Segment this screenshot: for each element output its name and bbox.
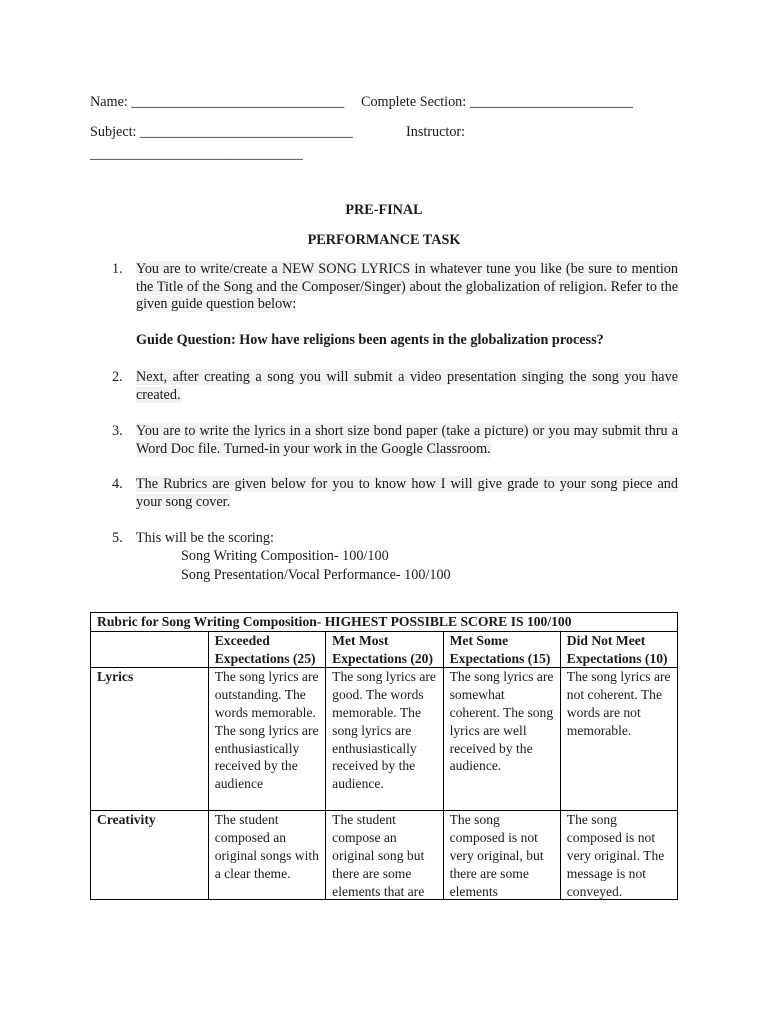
rubric-header-did-not-meet: Did Not Meet Expectations (10)	[560, 631, 677, 668]
rubric-cell: The student composed an original songs with a clear theme.	[208, 811, 325, 900]
rubric-cell: The song composed is not very original, but there are some elements	[443, 811, 560, 900]
task-item-number: 2.	[112, 369, 123, 385]
subject-field-label: Subject: ______________________________	[90, 124, 353, 140]
task-item-number: 3.	[112, 423, 123, 439]
rubric-cell: The song lyrics are good. The words memorable. The song lyrics are enthusiastically received by the audience.	[326, 668, 443, 811]
scoring-line-composition: Song Writing Composition- 100/100	[181, 548, 389, 564]
rubric-cell: The song lyrics are somewhat coherent. The song lyrics are well received by the audience.	[443, 668, 560, 811]
rubric-row-lyrics	[91, 668, 678, 811]
instructor-field-label: Instructor:	[406, 124, 466, 140]
task-item-text: The Rubrics are given below for you to know how I will give grade to your song piece and your song cover.	[136, 476, 678, 510]
rubric-cell: The song lyrics are outstanding. The words memorable. The song lyrics are enthusiastically received by the audience	[208, 668, 325, 811]
task-item-number: 4.	[112, 476, 123, 492]
task-item-text: You are to write the lyrics in a short size bond paper (take a picture) or you may submit thru a Word Doc file. Turned-in your work in the Google Classroom.	[136, 423, 678, 457]
task-item-text: This will be the scoring:	[136, 530, 274, 546]
guide-question: Guide Question: How have religions been agents in the globalization process?	[136, 332, 604, 348]
rubric-header-exceeded: Exceeded Expectations (25)	[208, 631, 325, 668]
task-item-number: 1.	[112, 261, 123, 277]
scoring-line-presentation: Song Presentation/Vocal Performance- 100/100	[181, 567, 451, 583]
section-field-label: Complete Section: _______________________	[361, 94, 633, 110]
task-item-2	[112, 369, 678, 405]
rubric-criterion: Creativity	[91, 811, 209, 900]
task-item-4	[112, 476, 678, 512]
task-item-5	[112, 530, 678, 548]
rubric-row-creativity	[91, 811, 678, 900]
rubric-header-row	[91, 631, 678, 668]
task-item-3	[112, 423, 678, 459]
rubric-caption-row	[91, 613, 678, 632]
name-field-label: Name: ______________________________	[90, 94, 345, 110]
task-item-text: Next, after creating a song you will submit a video presentation singing the song you have created.	[136, 369, 678, 403]
rubric-header-met-some: Met Some Expectations (15)	[443, 631, 560, 668]
rubric-cell: The song composed is not very original. The message is not conveyed.	[560, 811, 677, 900]
rubric-table	[90, 612, 678, 900]
task-item-text: You are to write/create a NEW SONG LYRICS in whatever tune you like (be sure to mention the Title of the Song and the Composer/Singer) about the globalization of religion. Refer to the given guide question below:	[136, 261, 678, 312]
rubric-header-met-most: Met Most Expectations (20)	[326, 631, 443, 668]
document-subtitle: PERFORMANCE TASK	[307, 232, 461, 248]
rubric-criterion: Lyrics	[91, 668, 209, 811]
rubric-cell: The song lyrics are not coherent. The words are not memorable.	[560, 668, 677, 811]
rubric-header-blank	[91, 631, 209, 668]
task-item-number: 5.	[112, 530, 123, 546]
task-item-1	[112, 261, 678, 317]
instructor-blank-line: ______________________________	[90, 146, 303, 162]
rubric-cell: The student compose an original song but there are some elements that are	[326, 811, 443, 900]
rubric-caption: Rubric for Song Writing Composition- HIGHEST POSSIBLE SCORE IS 100/100	[91, 613, 678, 632]
document-title: PRE-FINAL	[345, 202, 423, 218]
